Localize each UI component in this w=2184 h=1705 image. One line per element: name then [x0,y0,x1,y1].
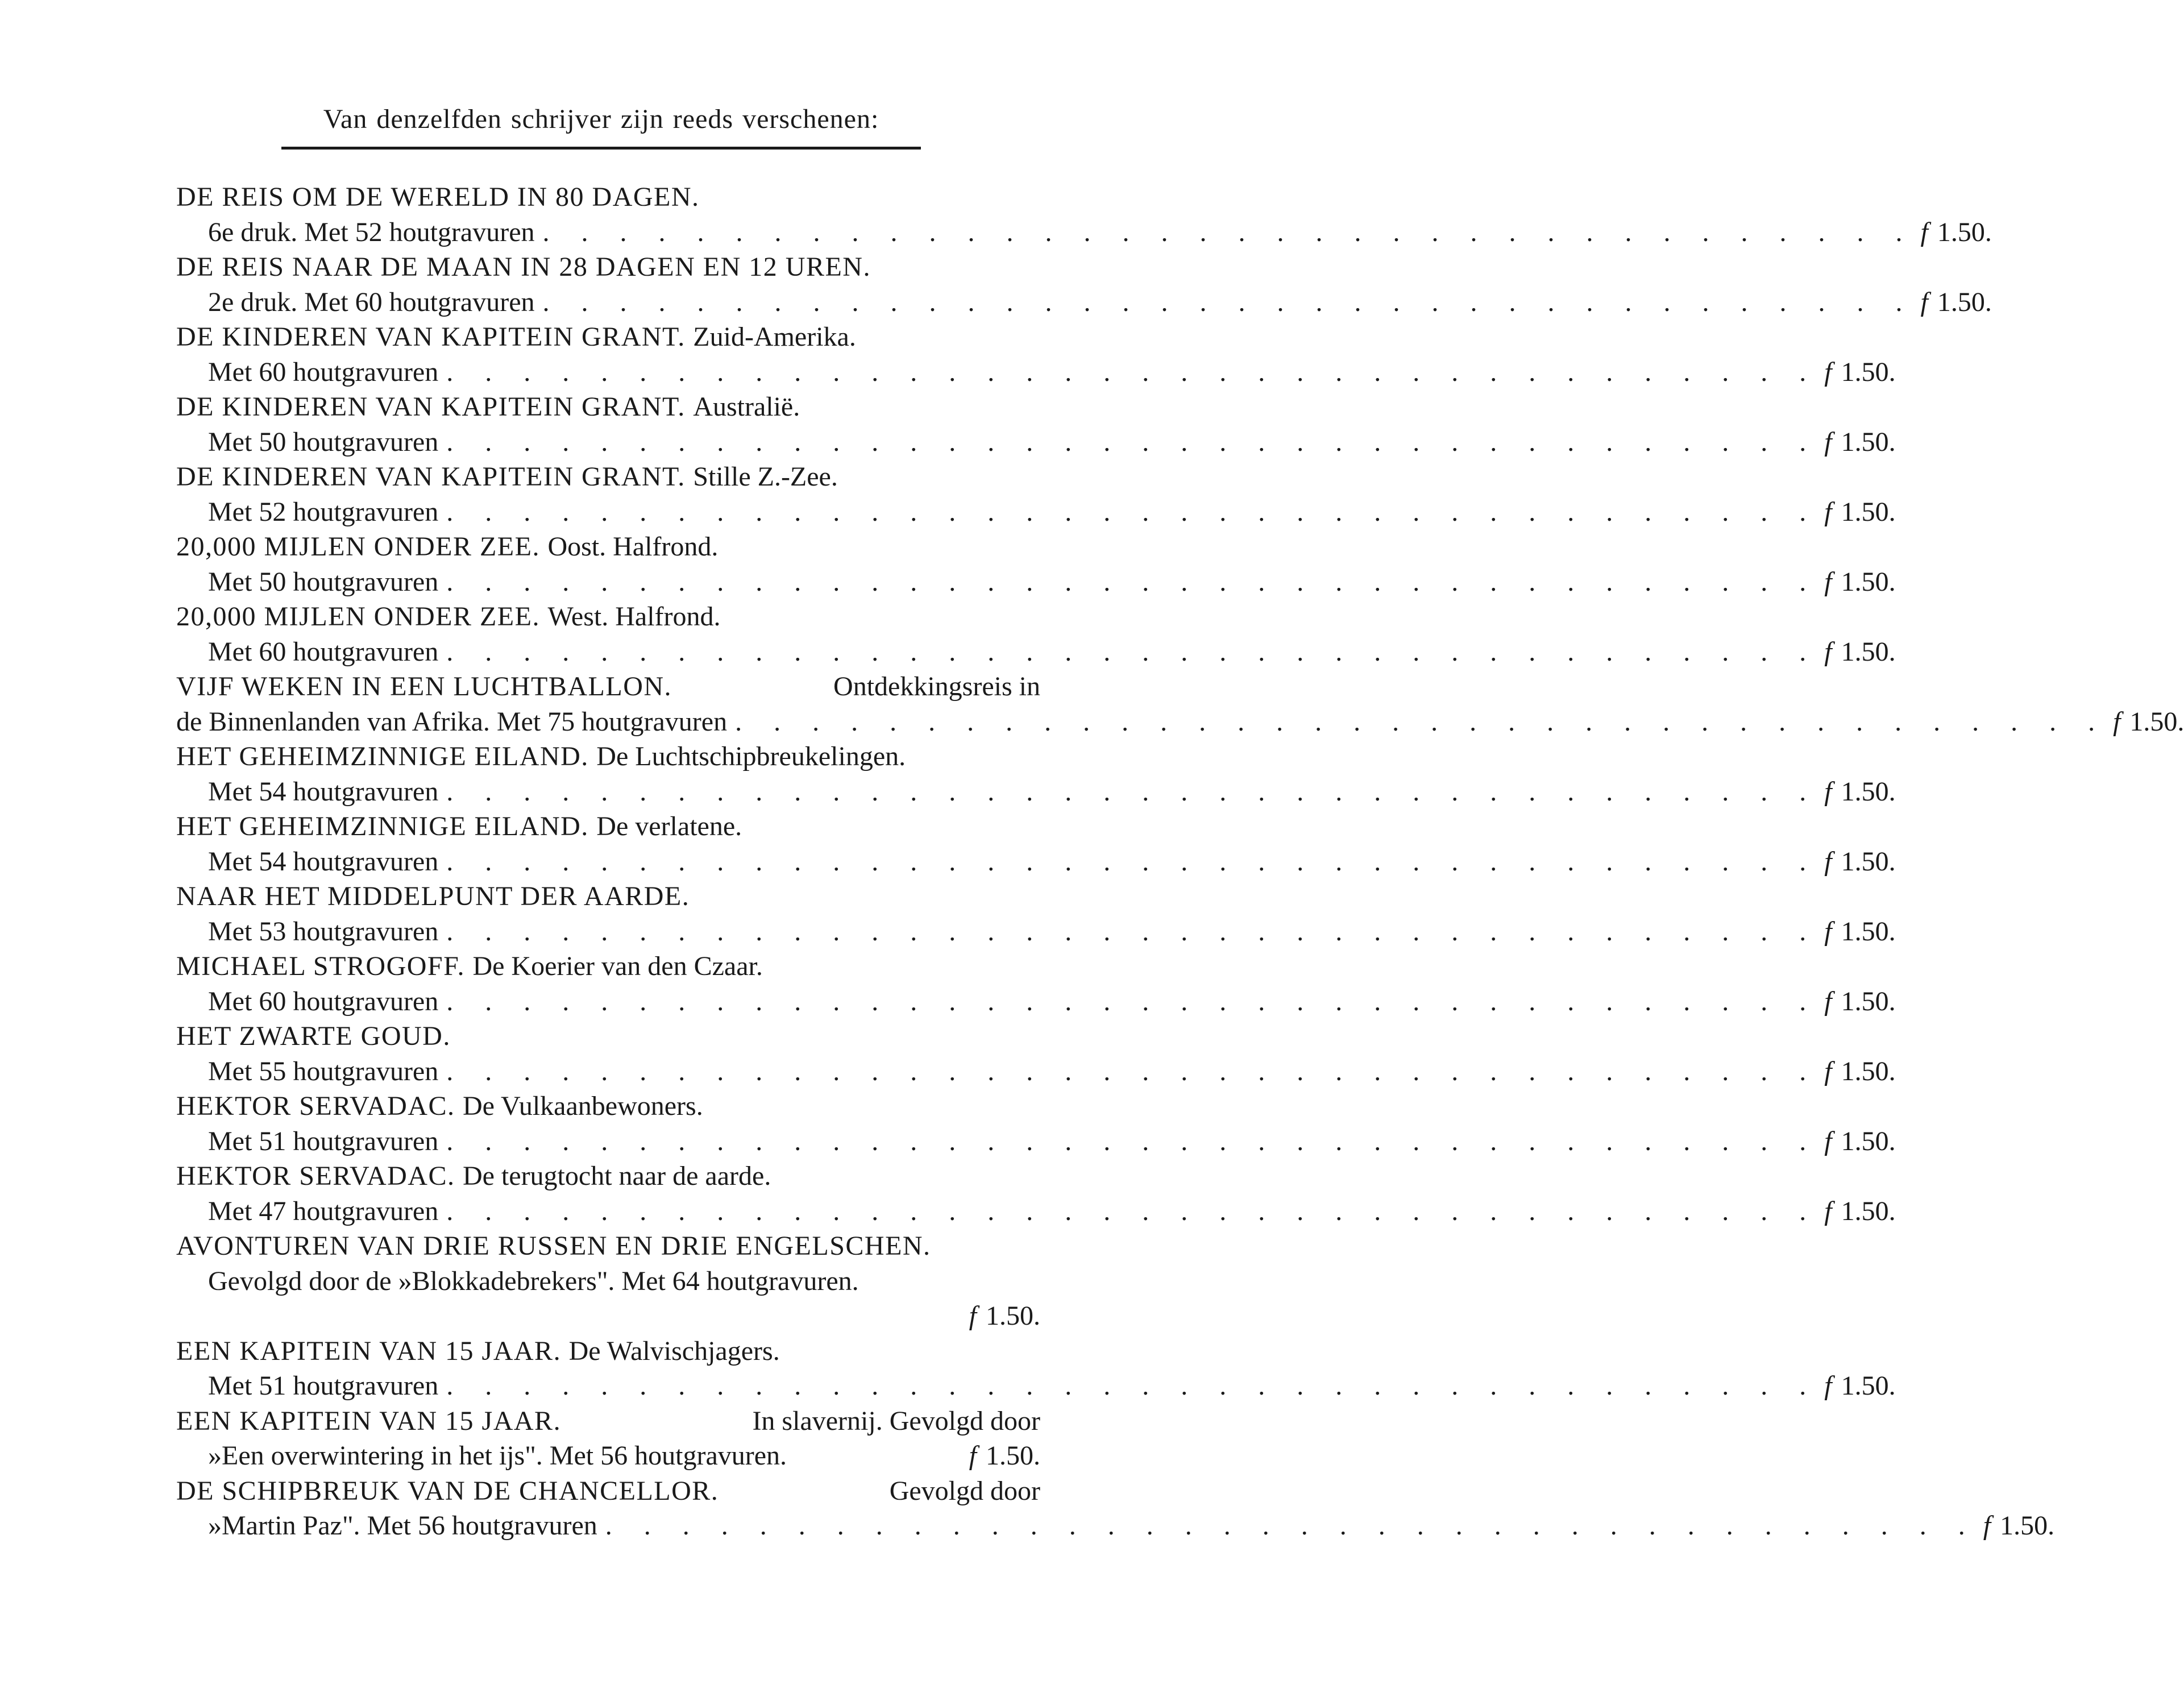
book-title-line [176,879,1040,914]
price-value: 1.50. [1937,287,1992,317]
price [1818,1194,1895,1229]
currency-symbol: f [2113,706,2121,737]
dot-leader: . . . . . . . . . . . . . . . . . . . . . . . . . . . . . . . . . . . . [446,1196,1819,1226]
dot-leader: . . . . . . . . . . . . . . . . . . . . . . . . . . . . . . . . . . . . [446,1056,1819,1086]
currency-symbol: f [1824,916,1832,947]
book-subtitle: Stille Z.-Zee. [693,462,838,492]
book-subtitle: De Vulkaanbewoners. [462,1091,703,1121]
book-title-line [176,459,1040,495]
price-value: 1.50. [1841,1126,1896,1156]
currency-symbol: f [1824,636,1832,667]
book-subtitle: De verlatene. [596,811,742,841]
book-title-line [176,809,1040,844]
book-title-line [176,599,1040,634]
currency-symbol: f [1824,496,1832,527]
currency-symbol: f [1920,287,1928,317]
book-title: AVONTUREN VAN DRIE RUSSEN EN DRIE ENGELSCHEN. [176,1231,931,1261]
book-title-line [176,669,1040,704]
book-detail-line [176,1438,1040,1474]
dot-leader: . . . . . . . . . . . . . . . . . . . . . . . . . . . . . . . . . . . . [735,706,2108,737]
price [1818,1368,1895,1404]
dot-leader: . . . . . . . . . . . . . . . . . . . . . . . . . . . . . . . . . . . . [446,986,1819,1017]
book-title-line [176,529,1040,565]
currency-symbol: f [1824,846,1832,877]
book-detail: de Binnenlanden van Afrika. Met 75 houtgravuren [176,706,728,737]
book-entry [176,529,1896,599]
book-entry [176,1159,1896,1229]
book-title-line [176,1334,1040,1369]
price-value: 1.50. [1841,986,1896,1017]
currency-symbol: f [969,1301,977,1331]
book-detail-line [176,495,1896,530]
book-subtitle: Ontdekkingsreis in [833,671,1040,702]
book-title-line [176,1159,1040,1194]
book-detail: Gevolgd door de »Blokkadebrekers". Met 64 houtgravuren. [208,1266,859,1296]
book-title: 20,000 MIJLEN ONDER ZEE. [176,601,540,632]
book-entry [176,320,1896,389]
dot-leader: . . . . . . . . . . . . . . . . . . . . . . . . . . . . . . . . . . . . [446,846,1819,877]
book-entry [176,669,2184,739]
dot-leader: . . . . . . . . . . . . . . . . . . . . . . . . . . . . . . . . . . . . [542,217,1915,247]
dot-leader: . . . . . . . . . . . . . . . . . . . . . . . . . . . . . . . . . . . . [446,496,1819,527]
price-value: 1.50. [1841,496,1896,527]
price [969,1301,1040,1331]
book-detail: Met 60 houtgravuren [208,636,439,667]
price-value: 1.50. [1841,426,1896,457]
price [964,1438,1040,1474]
book-detail: Met 50 houtgravuren [208,566,439,597]
price [1818,565,1895,600]
dot-leader: . . . . . . . . . . . . . . . . . . . . . . . . . . . . . . . . . . . . [446,776,1819,807]
book-detail-line [176,984,1896,1019]
price-value: 1.50. [1841,1056,1896,1086]
book-title-line [176,250,1040,285]
book-subtitle: In slavernij. Gevolgd door [752,1405,1040,1436]
heading-rule [281,147,921,150]
price [1818,495,1895,530]
book-subtitle: De Walvischjagers. [568,1335,780,1366]
book-detail: Met 54 houtgravuren [208,846,439,877]
dot-leader: . . . . . . . . . . . . . . . . . . . . . . . . . . . . . . . . . . . . [446,1126,1819,1156]
book-detail-line [176,285,1992,320]
book-subtitle: Australië. [693,392,800,422]
price [1818,914,1895,949]
currency-symbol: f [1824,1126,1832,1156]
dot-leader: . . . . . . . . . . . . . . . . . . . . . . . . . . . . . . . . . . . . [446,426,1819,457]
price-value: 1.50. [1937,217,1992,247]
price [1818,634,1895,670]
book-entry [176,459,1896,529]
book-detail-line [176,425,1896,460]
price [1915,215,1992,250]
book-detail: 6e druk. Met 52 houtgravuren [208,217,535,247]
book-entry [176,180,1992,250]
price-line [176,1299,1040,1334]
book-subtitle: De Luchtschipbreukelingen. [596,741,906,771]
book-title-line [176,1019,1040,1054]
price [1818,355,1895,390]
price-value: 1.50. [1841,846,1896,877]
book-subtitle: Zuid-Amerika. [693,322,856,352]
book-detail-line [176,1194,1896,1229]
price-value: 1.50. [1841,566,1896,597]
book-detail-line [176,1124,1896,1159]
book-title: HET GEHEIMZINNIGE EILAND. [176,811,589,841]
price [1818,984,1895,1019]
book-title-line [176,1089,1040,1124]
book-title: DE KINDEREN VAN KAPITEIN GRANT. [176,322,686,352]
currency-symbol: f [1824,1196,1832,1226]
page-heading: Van denzelfden schrijver zijn reeds verschenen: [323,104,879,134]
book-detail-line [176,565,1896,600]
price-value: 1.50. [1841,1196,1896,1226]
book-entry [176,389,1896,459]
price-value: 1.50. [1841,1371,1896,1401]
book-title-line [176,180,1040,215]
book-list [176,180,2184,1544]
book-title: DE SCHIPBREUK VAN DE CHANCELLOR. [176,1475,719,1506]
book-subtitle: West. Halfrond. [547,601,721,632]
book-entry [176,809,1896,879]
book-detail: »Een overwintering in het ijs". Met 56 houtgravuren. [208,1441,787,1471]
book-detail: »Martin Paz". Met 56 houtgravuren [208,1511,597,1541]
book-entry [176,250,1992,320]
book-title: HET ZWARTE GOUD. [176,1021,451,1051]
price-value: 1.50. [2000,1511,2055,1541]
price-value: 1.50. [1841,916,1896,947]
book-entry [176,1019,1896,1089]
currency-symbol: f [1824,566,1832,597]
price [1818,844,1895,880]
book-detail: Met 60 houtgravuren [208,356,439,387]
book-title: HET GEHEIMZINNIGE EILAND. [176,741,589,771]
book-subtitle: De terugtocht naar de aarde. [462,1161,771,1191]
currency-symbol: f [1824,426,1832,457]
book-detail-line [176,1368,1896,1404]
book-detail-line [176,1508,2055,1544]
book-title: EEN KAPITEIN VAN 15 JAAR. [176,1335,562,1366]
book-detail-line [176,634,1896,670]
book-entry [176,1334,1896,1404]
price-value: 1.50. [1841,356,1896,387]
book-entry [176,1404,1040,1474]
dot-leader: . . . . . . . . . . . . . . . . . . . . . . . . . . . . . . . . . . . . [446,356,1819,387]
book-title-line [176,739,1040,774]
book-entry [176,1474,2055,1544]
price-value: 1.50. [1841,776,1896,807]
currency-symbol: f [1824,356,1832,387]
book-title-line [176,320,1040,355]
price [1818,425,1895,460]
price-value: 1.50. [2129,706,2184,737]
book-entry [176,1089,1896,1159]
book-detail-line [176,914,1896,949]
book-entry [176,1229,1040,1334]
book-detail-line [176,844,1896,880]
currency-symbol: f [1824,1056,1832,1086]
book-title: DE REIS NAAR DE MAAN IN 28 DAGEN EN 12 UREN. [176,252,871,282]
book-title: DE KINDEREN VAN KAPITEIN GRANT. [176,462,686,492]
book-title: EEN KAPITEIN VAN 15 JAAR. [176,1405,562,1436]
price-value: 1.50. [1841,636,1896,667]
currency-symbol: f [1983,1511,1991,1541]
book-detail: Met 50 houtgravuren [208,426,439,457]
book-detail-line [176,1054,1896,1089]
book-title: NAAR HET MIDDELPUNT DER AARDE. [176,881,690,911]
dot-leader: . . . . . . . . . . . . . . . . . . . . . . . . . . . . . . . . . . . . [446,916,1819,947]
price [1818,1124,1895,1159]
book-subtitle: Oost. Halfrond. [547,532,719,562]
book-title: VIJF WEKEN IN EEN LUCHTBALLON. [176,671,672,702]
book-detail-line [176,355,1896,390]
book-detail: Met 53 houtgravuren [208,916,439,947]
currency-symbol: f [1920,217,1928,247]
book-detail-line [176,1264,1040,1299]
book-title: HEKTOR SERVADAC. [176,1091,455,1121]
book-title: MICHAEL STROGOFF. [176,951,465,981]
dot-leader: . . . . . . . . . . . . . . . . . . . . . . . . . . . . . . . . . . . . [446,1371,1819,1401]
book-subtitle: De Koerier van den Czaar. [472,951,763,981]
book-detail-line [176,704,2184,740]
book-detail: 2e druk. Met 60 houtgravuren [208,287,535,317]
book-title-line [176,949,1040,984]
book-title-line [176,1404,1040,1439]
book-title: 20,000 MIJLEN ONDER ZEE. [176,532,540,562]
book-detail: Met 51 houtgravuren [208,1126,439,1156]
currency-symbol: f [1824,776,1832,807]
price [1978,1508,2054,1544]
book-detail: Met 52 houtgravuren [208,496,439,527]
dot-leader: . . . . . . . . . . . . . . . . . . . . . . . . . . . . . . . . . . . . [446,636,1819,667]
heading-container [281,102,921,136]
currency-symbol: f [1824,986,1832,1017]
price [1818,774,1895,810]
book-detail: Met 51 houtgravuren [208,1371,439,1401]
book-detail: Met 55 houtgravuren [208,1056,439,1086]
price-value: 1.50. [986,1441,1040,1471]
price [1915,285,1992,320]
book-detail-line [176,215,1992,250]
dot-leader: . . . . . . . . . . . . . . . . . . . . . . . . . . . . . . . . . . . . [605,1511,1978,1541]
price [2107,704,2184,740]
currency-symbol: f [969,1441,977,1471]
book-entry [176,739,1896,809]
book-title-line [176,1474,1040,1509]
dot-leader: . . . . . . . . . . . . . . . . . . . . . . . . . . . . . . . . . . . . [446,566,1819,597]
book-title-line [176,389,1040,425]
book-entry [176,599,1896,669]
currency-symbol: f [1824,1371,1832,1401]
price [1818,1054,1895,1089]
book-title: DE KINDEREN VAN KAPITEIN GRANT. [176,392,686,422]
book-title: HEKTOR SERVADAC. [176,1161,455,1191]
price-value: 1.50. [986,1301,1040,1331]
book-subtitle: Gevolgd door [889,1475,1040,1506]
dot-leader: . . . . . . . . . . . . . . . . . . . . . . . . . . . . . . . . . . . . [542,287,1915,317]
book-detail: Met 60 houtgravuren [208,986,439,1017]
book-entry [176,879,1896,949]
book-detail: Met 54 houtgravuren [208,776,439,807]
book-title: DE REIS OM DE WERELD IN 80 DAGEN. [176,182,700,212]
book-entry [176,949,1896,1019]
book-detail: Met 47 houtgravuren [208,1196,439,1226]
book-title-line [176,1229,1040,1264]
book-detail-line [176,774,1896,810]
